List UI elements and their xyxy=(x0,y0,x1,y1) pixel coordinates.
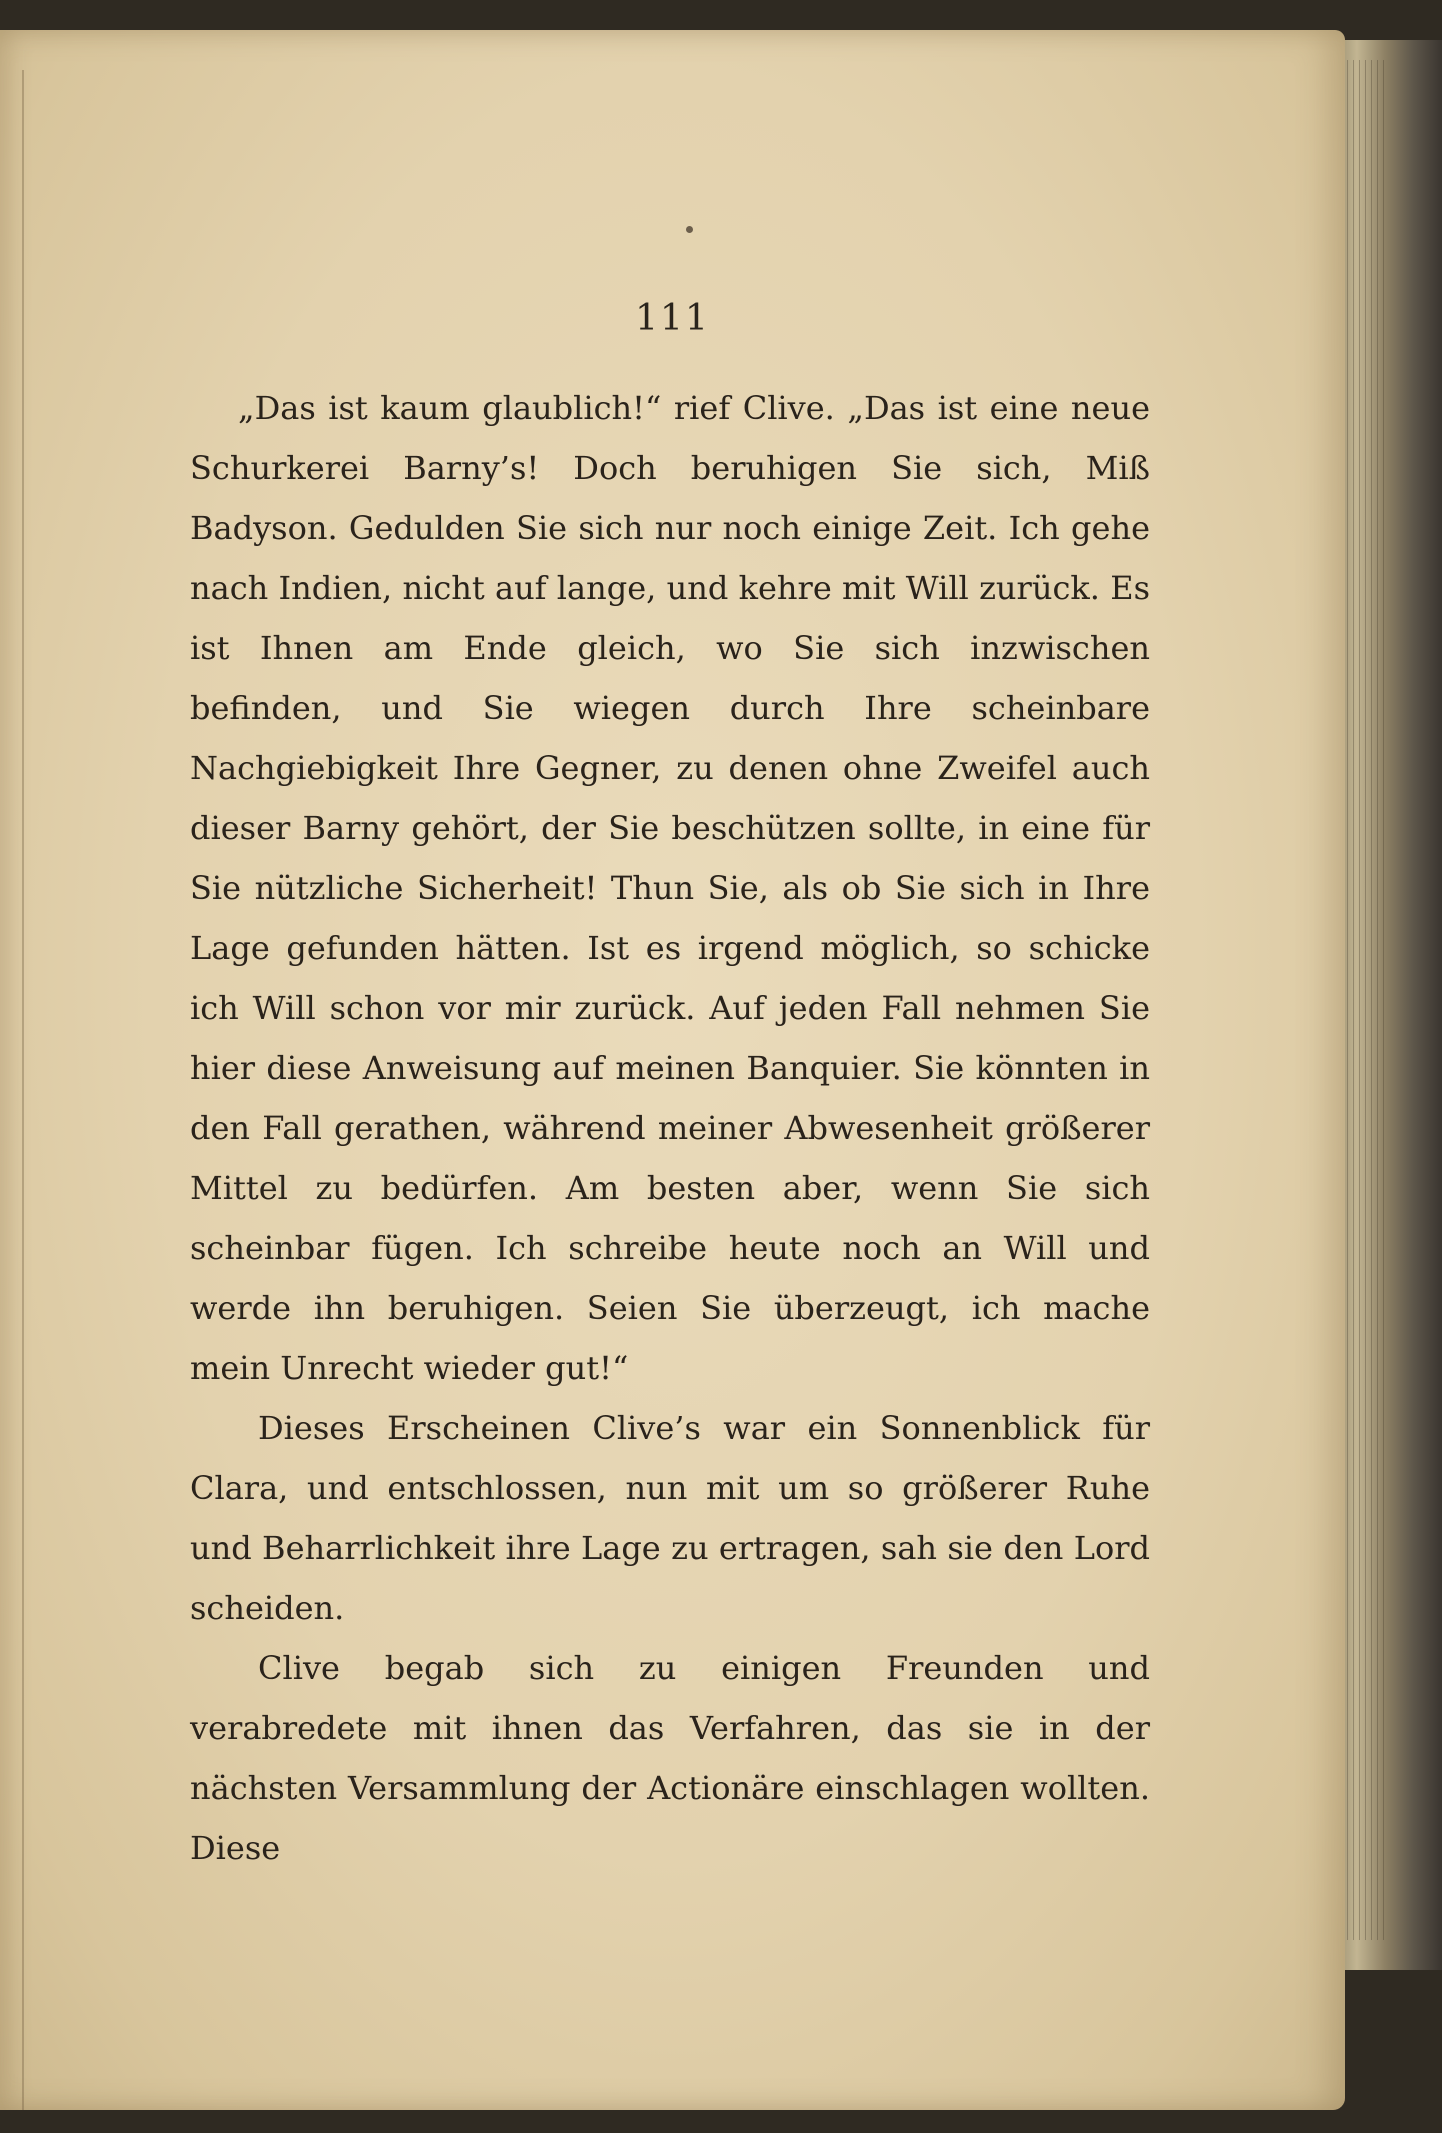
page-number: 111 xyxy=(635,298,710,339)
gutter-line xyxy=(22,70,24,2110)
book-page xyxy=(0,30,1345,2110)
paragraph-clive-speech: „Das ist kaum glaublich!“ rief Clive. „Das ist eine neue Schurkerei Barny’s! Doch beruhigen Sie sich, Miß Badyson. Gedulden Sie sich nur noch einige Zeit. Ich gehe nach Indien, nicht auf lange, und kehre mit Will zurück. Es ist Ihnen am Ende gleich, wo Sie sich inzwischen befinden, und Sie wiegen durch Ihre scheinbare Nachgiebigkeit Ihre Gegner, zu denen ohne Zweifel auch dieser Barny gehört, der Sie beschützen sollte, in eine für Sie nützliche Sicherheit! Thun Sie, als ob Sie sich in Ihre Lage gefunden hätten. Ist es irgend möglich, so schicke ich Will schon vor mir zurück. Auf jeden Fall nehmen Sie hier diese Anweisung auf meinen Banquier. Sie könnten in den Fall gerathen, während meiner Abwesenheit größerer Mittel zu bedürfen. Am besten aber, wenn Sie sich scheinbar fügen. Ich schreibe heute noch an Will und werde ihn beruhigen. Seien Sie überzeugt, ich mache mein Unrecht wieder gut!“ xyxy=(190,389,1150,1387)
paragraph-clara: Dieses Erscheinen Clive’s war ein Sonnenblick für Clara, und entschlossen, nun mit um so größerer Ruhe und Beharrlichkeit ihre Lage zu ertragen, sah sie den Lord scheiden. xyxy=(190,1409,1150,1627)
paragraph-clive-friends: Clive begab sich zu einigen Freunden und verabredete mit ihnen das Verfahren, das sie in der nächsten Versammlung der Actionäre einschlagen wollten. Diese xyxy=(190,1649,1150,1867)
ink-speck xyxy=(686,226,693,233)
body-text xyxy=(190,378,1150,1878)
